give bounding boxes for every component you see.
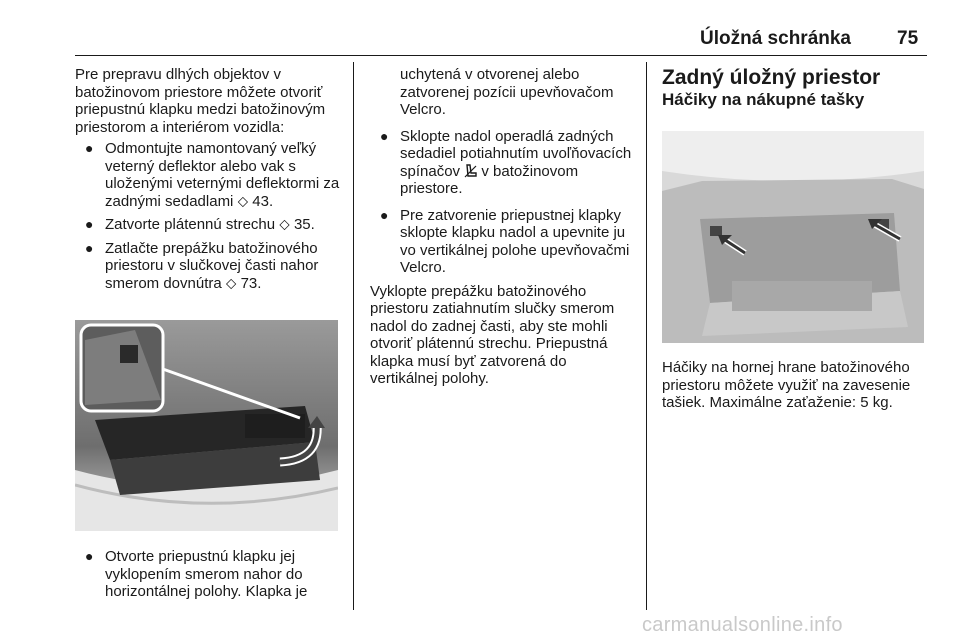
bullet-icon: ● — [85, 239, 94, 256]
intro-paragraph: Pre prepravu dlhých objektov v batožinovom priestore môžete otvoriť priepustnú klapku medzi batožinovým priestorom a interiérom vozidla: — [75, 66, 326, 136]
section-heading: Zadný úložný priestor — [662, 66, 881, 89]
section-subheading: Háčiky na nákupné tašky — [662, 90, 865, 109]
list-item — [370, 207, 636, 277]
page-title: Úložná schránka — [700, 28, 851, 49]
bullet-icon: ● — [85, 216, 94, 232]
page-ref-icon: ⬦ — [237, 192, 249, 210]
column-2 — [370, 66, 636, 388]
page-ref-number: 73. — [240, 274, 262, 292]
bullet-text: Otvorte priepustnú klapku jej vyklopením smerom nahor do horizontálnej polohy. Klapka je — [105, 548, 308, 600]
bullet-icon: ● — [380, 206, 389, 223]
column-3 — [662, 66, 932, 110]
bag-hooks-illustration — [662, 131, 924, 343]
bullet-icon: ● — [380, 127, 389, 144]
header-rule — [75, 55, 927, 56]
page-ref-number: 43. — [252, 192, 274, 210]
column-1-bottom — [75, 544, 347, 601]
column-divider-1 — [353, 62, 354, 610]
list-item — [75, 216, 347, 234]
page-ref-icon: ⬦ — [225, 274, 237, 292]
list-item — [75, 548, 347, 601]
bullet-text: Pre zatvorenie priepustnej klapky sklopte klapku nadol a upevnite ju vo vertikálnej polohe upevňovačmi Velcro. — [400, 206, 630, 276]
watermark-text: carmanualsonline.info — [642, 614, 843, 636]
trunk-partition-photo — [75, 320, 338, 531]
bullet-text: Zatlačte prepážku batožinového priestoru v slučkovej časti nahor smerom dovnútra — [105, 239, 319, 292]
continuation-paragraph: uchytená v otvorenej alebo zatvorenej pozícii upevňovačom Velcro. — [400, 66, 614, 118]
caption-paragraph: Háčiky na hornej hrane batožinového priestoru môžete využiť na zavesenie tašiek. Maximálne zaťaženie: 5 kg. — [662, 359, 911, 411]
list-item — [75, 240, 347, 293]
page-number: 75 — [897, 28, 919, 49]
bullet-text: Odmontujte namontovaný veľký veterný deflektor alebo vak s uloženými veternými deflektormi za zadnými sedadlami — [105, 140, 340, 210]
bullet-text: Zatvorte plátennú strechu — [105, 216, 276, 233]
page-ref-icon: ⬦ — [279, 216, 290, 233]
trunk-partition-illustration — [75, 320, 338, 531]
list-item — [75, 140, 347, 210]
column-divider-2 — [646, 62, 647, 610]
bullet-icon: ● — [85, 548, 94, 564]
bag-hooks-photo — [662, 131, 924, 343]
bullet-text: Sklopte nadol operadlá zadných sedadiel potiahnutím uvoľňovacích spínačov — [400, 127, 632, 180]
list-item — [370, 128, 636, 198]
bullet-text-end: v batožinovom priestore. — [400, 162, 579, 197]
seat-release-icon — [464, 163, 477, 181]
column-1-top — [75, 66, 347, 292]
outro-paragraph: Vyklopte prepážku batožinového priestoru zatiahnutím slučky smerom nadol do zadnej časti, aby ste mohli otvoriť plátennú strechu. Priepustná klapka musí byť zatvorená do vertikálnej polohy. — [370, 282, 615, 387]
page-ref-number: 35. — [293, 216, 315, 233]
bullet-icon: ● — [85, 140, 94, 156]
column-3-caption — [662, 359, 932, 412]
